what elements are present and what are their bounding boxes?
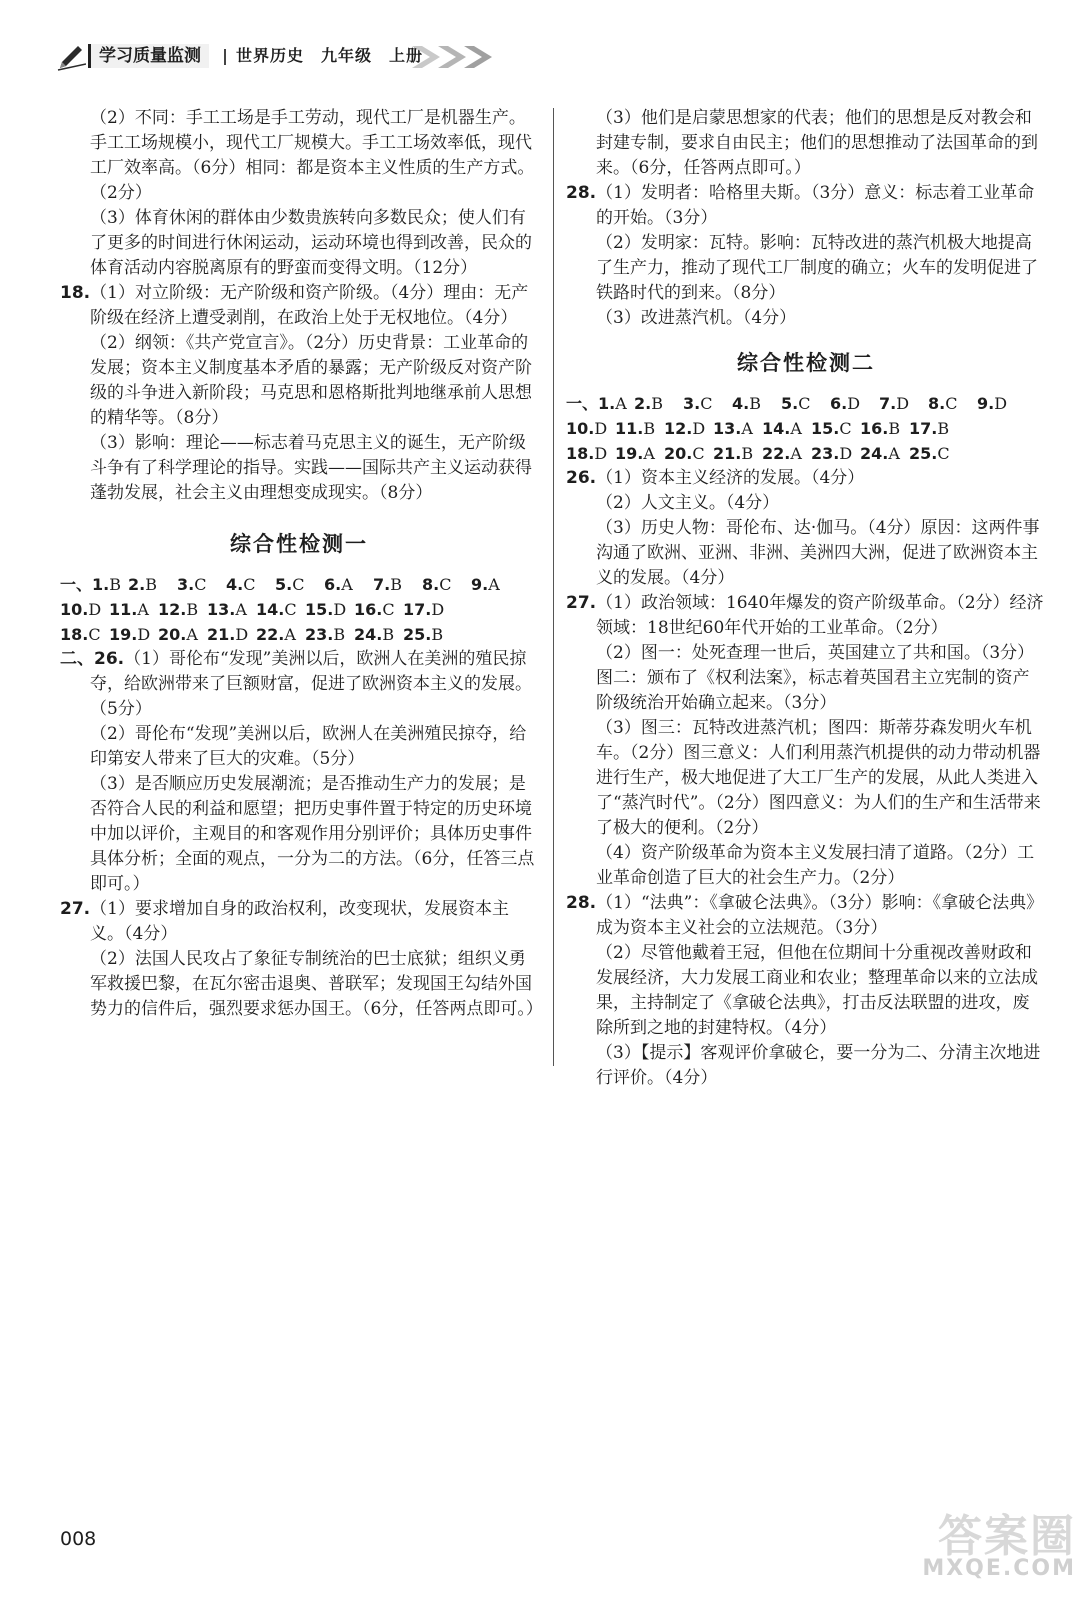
item-answer: A	[341, 575, 353, 594]
question-number: 27.	[60, 899, 91, 919]
item-answer: B	[651, 394, 663, 413]
item-answer: B	[145, 575, 157, 594]
answer-key-item	[60, 572, 128, 597]
item-number: 17.	[909, 419, 938, 438]
answer-paragraph	[566, 641, 1046, 716]
multiple-choice-answers-test-2	[566, 391, 1046, 466]
item-answer: D	[839, 444, 853, 463]
item-number: 5.	[781, 394, 799, 413]
item-answer: D	[88, 600, 102, 619]
answer-key-item	[60, 597, 109, 622]
answer-key-item	[664, 416, 713, 441]
answer-key-item	[403, 597, 452, 622]
answer-paragraph	[60, 281, 538, 331]
answer-paragraph	[60, 897, 538, 947]
item-answer: C	[243, 575, 256, 594]
item-answer: D	[431, 600, 445, 619]
item-number: 3.	[683, 394, 701, 413]
item-number: 11.	[615, 419, 644, 438]
item-answer: B	[333, 625, 346, 644]
answer-paragraph	[566, 891, 1046, 941]
answer-paragraph	[566, 941, 1046, 1041]
answer-text: （3）影响：理论——标志着马克思主义的诞生，无产阶级斗争有了科学理论的指导。实践——国际共产主义运动获得蓬勃发展，社会主义由理想变成现实。（8分）	[90, 433, 532, 503]
answer-text: （3）是否顺应历史发展潮流；是否推动生产力的发展；是否符合人民的利益和愿望；把历史事件置于特定的历史环境中加以评价，主观目的和客观作用分别评价；具体历史事件具体分析；全面的观点，一分为二的方法。（6分，任答三点即可。）	[90, 774, 535, 894]
answer-key-item	[109, 597, 158, 622]
item-number: 22.	[256, 625, 285, 644]
item-number: 5.	[275, 575, 293, 594]
answer-paragraph	[566, 516, 1046, 591]
item-number: 20.	[158, 625, 187, 644]
answer-text: （3）图三：瓦特改进蒸汽机；图四：斯蒂芬森发明火车机车。（2分）图三意义：人们利用蒸汽机提供的动力带动机器进行生产，极大地促进了大工厂生产的发展，从此人类进入了“蒸汽时代”。（2分）图四意义：为人们的生产和生活带来了极大的便利。（2分）	[596, 718, 1041, 838]
item-answer: A	[615, 394, 627, 413]
answer-text: （2）不同：手工工场是手工劳动，现代工厂是机器生产。	[90, 108, 526, 128]
answers-test-1	[60, 647, 543, 1022]
item-answer: A	[790, 444, 802, 463]
answer-key-item	[177, 572, 226, 597]
item-number: 6.	[830, 394, 848, 413]
item-answer: C	[839, 419, 852, 438]
item-number: 12.	[664, 419, 693, 438]
answer-text: （2）发明家：瓦特。影响：瓦特改进的蒸汽机极大地提高了生产力，推动了现代工厂制度的确立；火车的发明促进了铁路时代的到来。（8分）	[596, 233, 1038, 303]
item-number: 23.	[811, 444, 840, 463]
pen-icon	[56, 42, 86, 72]
answer-text: （1）要求增加自身的政治权利，改变现状，发展资本主义。（4分）	[90, 899, 509, 944]
question-number: 27.	[566, 593, 597, 613]
section-title-test-1: 综合性检测一	[230, 532, 368, 556]
item-number: 18.	[566, 444, 595, 463]
answers-prev-section	[60, 106, 538, 506]
item-number: 25.	[909, 444, 938, 463]
item-answer: A	[741, 419, 753, 438]
item-answer: A	[137, 600, 149, 619]
answer-key-row	[60, 597, 538, 622]
item-answer: C	[945, 394, 958, 413]
item-number: 14.	[256, 600, 285, 619]
item-answer: C	[700, 394, 713, 413]
header-divider	[224, 49, 226, 65]
answer-key-item	[226, 572, 275, 597]
answer-key-item	[471, 572, 520, 597]
answer-paragraph	[566, 466, 1046, 491]
answer-paragraph	[566, 591, 1046, 641]
question-number: 26.	[566, 468, 597, 488]
item-answer: B	[382, 625, 395, 644]
item-answer: B	[390, 575, 402, 594]
item-number: 15.	[811, 419, 840, 438]
answer-paragraph	[566, 181, 1046, 231]
answer-paragraph	[60, 131, 538, 206]
book-series-title: 学习质量监测	[88, 44, 209, 68]
answer-key-row	[566, 391, 1046, 416]
item-number: 19.	[615, 444, 644, 463]
item-answer: C	[798, 394, 811, 413]
item-number: 24.	[354, 625, 383, 644]
answer-paragraph	[60, 206, 538, 281]
item-number: 13.	[207, 600, 236, 619]
chevron-arrows-icon	[408, 42, 504, 72]
answer-key-item	[762, 416, 811, 441]
item-answer: C	[439, 575, 452, 594]
watermark-logo	[900, 1500, 1076, 1590]
answer-text: （1）资本主义经济的发展。（4分）	[596, 468, 865, 488]
answer-key-item	[305, 622, 354, 647]
answer-text: 手工工场规模小，现代工厂规模大。手工工场效率低，现代工厂效率高。（6分）相同：都是资本主义性质的生产方式。（2分）	[90, 133, 535, 203]
answers-test-1-continued	[566, 106, 1046, 331]
answer-key-item	[275, 572, 324, 597]
answer-paragraph	[566, 106, 1046, 181]
item-number: 4.	[226, 575, 244, 594]
answer-text: （2）哥伦布“发现”美洲以后，欧洲人在美洲殖民掠夺，给印第安人带来了巨大的灾难。（5分）	[90, 724, 527, 769]
answer-key-item	[811, 441, 860, 466]
item-answer: D	[594, 419, 608, 438]
answer-paragraph	[566, 491, 1046, 516]
answer-paragraph	[566, 1041, 1046, 1091]
item-number: 3.	[177, 575, 195, 594]
answers-test-2	[566, 466, 1046, 1091]
item-number: 6.	[324, 575, 342, 594]
answer-key-item	[207, 622, 256, 647]
item-answer: C	[292, 575, 305, 594]
answer-key-item	[324, 572, 373, 597]
answer-paragraph	[60, 947, 543, 1022]
answer-key-item	[615, 416, 664, 441]
item-answer: B	[749, 394, 761, 413]
answer-paragraph	[566, 306, 1046, 331]
answer-text: （3）他们是启蒙思想家的代表；他们的思想是反对教会和封建专制，要求自由民主；他们的思想推动了法国革命的到来。（6分，任答两点即可。）	[596, 108, 1038, 178]
item-number: 16.	[354, 600, 383, 619]
item-number: 4.	[732, 394, 750, 413]
item-answer: D	[692, 419, 706, 438]
item-number: 21.	[713, 444, 742, 463]
answer-key-item	[683, 391, 732, 416]
item-answer: D	[235, 625, 249, 644]
item-number: 11.	[109, 600, 138, 619]
answer-key-item	[354, 597, 403, 622]
item-number: 7.	[373, 575, 391, 594]
answer-text: （3）【提示】客观评价拿破仑，要一分为二、分清主次地进行评价。（4分）	[596, 1043, 1041, 1088]
answer-paragraph	[566, 231, 1046, 306]
item-answer: B	[186, 600, 199, 619]
right-column	[566, 106, 1046, 1091]
answer-key-item	[860, 416, 909, 441]
item-number: 8.	[422, 575, 440, 594]
answer-key-item	[128, 572, 177, 597]
column-divider	[553, 108, 554, 1066]
item-answer: A	[888, 444, 900, 463]
item-answer: C	[194, 575, 207, 594]
answer-key-item	[634, 391, 683, 416]
answer-key-item	[60, 622, 109, 647]
answer-key-item	[158, 622, 207, 647]
item-number: 21.	[207, 625, 236, 644]
answer-text: （2）图一：处死查理一世后，英国建立了共和国。（3分）图二：颁布了《权利法案》，标志着英国君主立宪制的资产阶级统治开始确立起来。（3分）	[596, 643, 1035, 713]
item-answer: D	[333, 600, 347, 619]
item-number: 19.	[109, 625, 138, 644]
answer-paragraph	[60, 772, 538, 897]
item-number: 17.	[403, 600, 432, 619]
answer-key-item	[713, 416, 762, 441]
item-number: 2.	[128, 575, 146, 594]
item-answer: C	[937, 444, 950, 463]
answer-key-item	[762, 441, 811, 466]
item-answer: A	[235, 600, 247, 619]
answer-text: （3）体育休闲的群体由少数贵族转向多数民众；使人们有了更多的时间进行休闲运动，运动环境也得到改善，民众的体育活动内容脱离原有的野蛮而变得文明。（12分）	[90, 208, 532, 278]
answer-key-item	[732, 391, 781, 416]
item-answer: C	[284, 600, 297, 619]
answer-key-item	[109, 622, 158, 647]
question-number: 28.	[566, 183, 597, 203]
item-number: 一、1.	[60, 575, 110, 594]
item-answer: C	[692, 444, 705, 463]
item-answer: A	[186, 625, 198, 644]
answer-key-item	[256, 622, 305, 647]
multiple-choice-answers-test-1	[60, 572, 538, 647]
answer-key-item	[909, 416, 958, 441]
section-title-test-2: 综合性检测二	[737, 351, 875, 375]
item-answer: B	[643, 419, 656, 438]
answer-key-row	[566, 441, 1046, 466]
item-number: 15.	[305, 600, 334, 619]
answer-key-item	[909, 441, 958, 466]
item-number: 2.	[634, 394, 652, 413]
item-answer: A	[643, 444, 655, 463]
item-answer: D	[994, 394, 1008, 413]
answer-key-item	[615, 441, 664, 466]
page-header	[52, 40, 512, 74]
answer-text: （2）法国人民攻占了象征专制统治的巴士底狱；组织义勇军救援巴黎，在瓦尔密击退奥、普联军；发现国王勾结外国势力的信件后，强烈要求惩办国王。（6分，任答两点即可。）	[90, 949, 543, 1019]
answer-paragraph	[60, 106, 538, 131]
answer-key-item	[256, 597, 305, 622]
answer-text: （1）哥伦布“发现”美洲以后，欧洲人在美洲的殖民掠夺，给欧洲带来了巨额财富，促进了欧洲资本主义的发展。（5分）	[90, 649, 532, 719]
item-answer: B	[431, 625, 444, 644]
item-number: 18.	[60, 625, 89, 644]
item-number: 22.	[762, 444, 791, 463]
item-answer: A	[790, 419, 802, 438]
answer-key-item	[566, 391, 634, 416]
answer-key-item	[830, 391, 879, 416]
answer-key-row	[566, 416, 1046, 441]
answer-key-item	[811, 416, 860, 441]
item-number: 14.	[762, 419, 791, 438]
answer-paragraph	[60, 331, 538, 431]
question-number: 18.	[60, 283, 91, 303]
answer-key-item	[373, 572, 422, 597]
answer-text: （3）历史人物：哥伦布、达·伽马。（4分）原因：这两件事沟通了欧洲、亚洲、非洲、美洲四大洲，促进了欧洲资本主义的发展。（4分）	[596, 518, 1040, 588]
answer-key-item	[305, 597, 354, 622]
item-number: 24.	[860, 444, 889, 463]
answer-text: （1）政治领域：1640年爆发的资产阶级革命。（2分）经济领域：18世纪60年代开始的工业革命。（2分）	[596, 593, 1044, 638]
item-number: 10.	[60, 600, 89, 619]
answer-text: （2）纲领：《共产党宣言》。（2分）历史背景：工业革命的发展；资本主义制度基本矛盾的暴露；无产阶级反对资产阶级的斗争进入新阶段；马克思和恩格斯批判地继承前人思想的精华等。（8分）	[90, 333, 532, 428]
answer-key-item	[781, 391, 830, 416]
left-column	[60, 106, 543, 1022]
item-number: 16.	[860, 419, 889, 438]
item-number: 13.	[713, 419, 742, 438]
answer-text: （4）资产阶级革命为资本主义发展扫清了道路。（2分）工业革命创造了巨大的社会生产力。（2分）	[596, 843, 1035, 888]
item-number: 9.	[471, 575, 489, 594]
answer-key-item	[566, 441, 615, 466]
item-number: 25.	[403, 625, 432, 644]
answer-text: （1）“法典”：《拿破仑法典》。（3分）影响：《拿破仑法典》成为资本主义社会的立法规范。（3分）	[596, 893, 1044, 938]
answer-key-item	[879, 391, 928, 416]
watermark-url: MXQE.COM	[922, 1556, 1076, 1581]
answer-paragraph	[60, 431, 538, 506]
question-number: 二、26.	[60, 649, 125, 669]
item-number: 23.	[305, 625, 334, 644]
item-answer: A	[488, 575, 500, 594]
answer-paragraph	[566, 841, 1046, 891]
subject-title: 世界历史 九年级 上册	[236, 46, 424, 65]
item-number: 8.	[928, 394, 946, 413]
item-number: 12.	[158, 600, 187, 619]
answer-key-item	[207, 597, 256, 622]
answer-key-row	[60, 622, 538, 647]
answer-key-row	[60, 572, 538, 597]
item-number: 20.	[664, 444, 693, 463]
answer-text: （1）发明者：哈格里夫斯。（3分）意义：标志着工业革命的开始。（3分）	[596, 183, 1035, 228]
watermark-text: 答案圈	[938, 1511, 1076, 1562]
answer-key-item	[977, 391, 1026, 416]
answer-text: （2）尽管他戴着王冠，但他在位期间十分重视改善财政和发展经济，大力发展工商业和农业；整理革命以来的立法成果，主持制定了《拿破仑法典》，打击反法联盟的进攻，废除所到之地的封建特权。（4分）	[596, 943, 1038, 1038]
answer-key-item	[566, 416, 615, 441]
item-answer: D	[896, 394, 910, 413]
answer-key-item	[354, 622, 403, 647]
answer-text: （1）对立阶级：无产阶级和资产阶级。（4分）理由：无产阶级在经济上遭受剥削，在政治上处于无权地位。（4分）	[90, 283, 529, 328]
item-answer: C	[88, 625, 101, 644]
item-answer: A	[284, 625, 296, 644]
item-number: 9.	[977, 394, 995, 413]
item-number: 7.	[879, 394, 897, 413]
item-answer: B	[109, 575, 121, 594]
answer-paragraph	[60, 722, 538, 772]
answer-key-item	[664, 441, 713, 466]
question-number: 28.	[566, 893, 597, 913]
answer-paragraph	[60, 647, 538, 722]
answer-key-item	[928, 391, 977, 416]
item-number: 10.	[566, 419, 595, 438]
answer-text: （2）人文主义。（4分）	[596, 493, 780, 513]
item-answer: D	[137, 625, 151, 644]
item-answer: B	[741, 444, 754, 463]
answer-key-item	[158, 597, 207, 622]
answer-key-item	[403, 622, 452, 647]
answer-key-item	[422, 572, 471, 597]
answer-text: （3）改进蒸汽机。（4分）	[596, 308, 797, 328]
page-number: 008	[60, 1528, 97, 1550]
answer-paragraph	[566, 716, 1046, 841]
item-answer: B	[937, 419, 950, 438]
item-answer: B	[888, 419, 901, 438]
item-answer: D	[594, 444, 608, 463]
answer-key-item	[713, 441, 762, 466]
answer-key-item	[860, 441, 909, 466]
item-number: 一、1.	[566, 394, 616, 413]
item-answer: C	[382, 600, 395, 619]
item-answer: D	[847, 394, 861, 413]
